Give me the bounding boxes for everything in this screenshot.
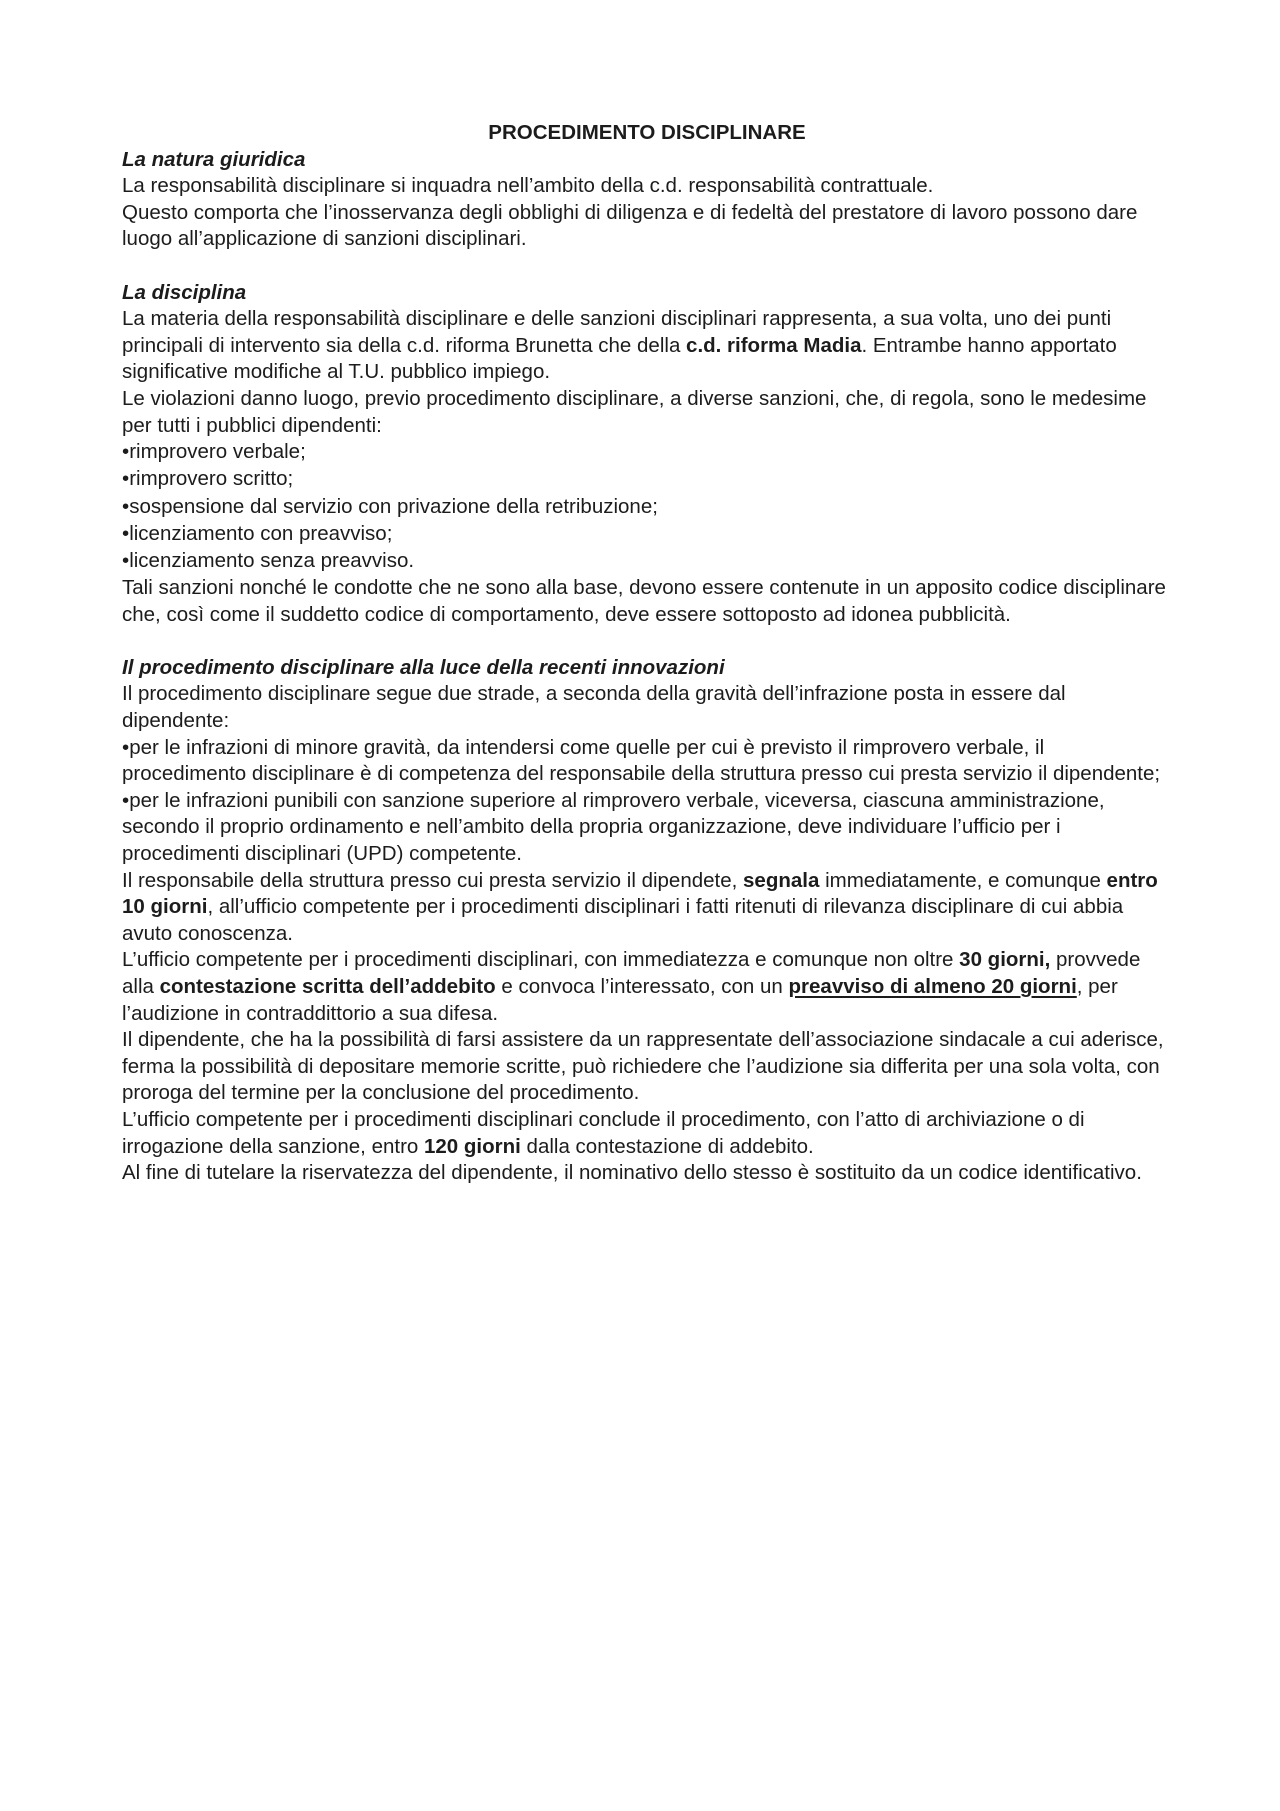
bullet-icon: • [122,548,130,572]
bullet-icon: • [122,788,130,812]
text-run: Il responsabile della struttura presso cui presta servizio il dipendete, [122,868,744,892]
section-heading-natura-giuridica: La natura giuridica [122,147,306,171]
paragraph-disciplina-2: Le violazioni danno luogo, previo procedimento disciplinare, a diverse sanzioni, che, di regola, sono le medesime per tutti i pubblici dipendenti: [122,386,1147,437]
text-run: provvede alla [122,948,1141,998]
paragraph-dipendente: Il dipendente, che ha la possibilità di farsi assistere da un rappresentate dell’associazione sindacale a cui aderisce, ferma la possibilità di depositare memorie scritte, può richiedere che l’audizione sia differita per una sola volta, con proroga del termine per la conclusione del procedimento. [122,1028,1164,1105]
bullet-icon: • [122,467,130,491]
list-item [122,788,1172,868]
bullet-icon: • [122,440,130,464]
bullet-icon: • [122,735,130,759]
text-run: La materia della responsabilità disciplinare e delle sanzioni disciplinari rappresenta, a sua volta, uno dei punti principali di intervento sia della c.d. riforma Brunetta che della [122,307,1112,357]
text-run: L’ufficio competente per i procedimenti disciplinari conclude il procedimento, con l’atto di archiviazione o di irrogazione della sanzione, entro [122,1107,1085,1158]
paths-list [122,735,1172,868]
text-run: , all’ufficio competente per i procedimenti disciplinari i fatti ritenuti di rilevanza disciplinare di cui abbia avuto conoscenza. [122,895,1124,945]
list-item [122,521,1172,548]
underlined-preavviso: preavviso di almeno 20 giorni [788,974,1077,998]
list-item-text: rimprovero scritto; [129,467,294,491]
section-heading-procedimento: Il procedimento disciplinare alla luce della recenti innovazioni [122,655,725,679]
list-item-text: rimprovero verbale; [129,440,306,464]
text-run: L’ufficio competente per i procedimenti disciplinari, con immediatezza e comunque non oltre [122,948,960,972]
paragraph-disciplina-1 [122,306,1172,386]
text-run: immediatamente, e comunque [819,868,1107,892]
bullet-icon: • [122,521,130,545]
bold-120-giorni: 120 giorni [424,1134,521,1158]
list-item-text: per le infrazioni punibili con sanzione superiore al rimprovero verbale, viceversa, ciascuna amministrazione, secondo il proprio ordinamento e nell’ambito della propria organizzazione, deve individuare l’ufficio per i procedimenti disciplinari (UPD) competente. [122,788,1105,865]
list-item-text: licenziamento con preavviso; [129,521,393,545]
paragraph-riservatezza: Al fine di tutelare la riservatezza del dipendente, il nominativo dello stesso è sostituito da un codice identificativo. [122,1161,1142,1185]
bold-segnala: segnala [743,868,820,892]
paragraph-conclusione [122,1107,1172,1160]
document-page [122,120,1172,1187]
bold-30-giorni: 30 giorni, [959,948,1051,972]
list-item [122,439,1172,466]
list-item-text: per le infrazioni di minore gravità, da intendersi come quelle per cui è previsto il rimprovero verbale, il procedimento disciplinare è di competenza del responsabile della struttura presso cui presta servizio il dipendente; [122,735,1161,786]
list-item-text: licenziamento senza preavviso. [129,548,415,572]
text-run: e convoca l’interessato, con un [495,974,789,998]
spacer [122,628,1172,655]
list-item [122,548,1172,575]
section-heading-disciplina: La disciplina [122,280,247,304]
paragraph-procedimento-intro: Il procedimento disciplinare segue due strade, a seconda della gravità dell’infrazione posta in essere dal dipendente: [122,682,1066,733]
list-item [122,735,1172,788]
paragraph-natura-2: Questo comporta che l’inosservanza degli obblighi di diligenza e di fedeltà del prestatore di lavoro possono dare luogo all’applicazione di sanzioni disciplinari. [122,200,1138,251]
list-item-text: sospensione dal servizio con privazione della retribuzione; [129,494,658,518]
spacer [122,253,1172,280]
text-run: , per l’audizione in contraddittorio a sua difesa. [122,974,1118,1025]
paragraph-natura-1: La responsabilità disciplinare si inquadra nell’ambito della c.d. responsabilità contrattuale. [122,174,934,198]
paragraph-responsabile [122,868,1172,948]
text-run: . Entrambe hanno apportato significative modifiche al T.U. pubblico impiego. [122,333,1117,384]
bold-entro-10-giorni: entro 10 giorni [122,868,1158,919]
document-title: PROCEDIMENTO DISCIPLINARE [488,121,806,144]
bullet-icon: • [122,494,130,518]
sanctions-list [122,439,1172,574]
paragraph-ufficio [122,947,1172,1027]
bold-contestazione: contestazione scritta dell’addebito [159,974,496,998]
bold-riforma-madia: c.d. riforma Madia [686,333,862,357]
list-item [122,466,1172,493]
text-run: dalla contestazione di addebito. [520,1134,814,1158]
list-item [122,494,1172,521]
paragraph-disciplina-3: Tali sanzioni nonché le condotte che ne sono alla base, devono essere contenute in un apposito codice disciplinare che, così come il suddetto codice di comportamento, deve essere sottoposto ad idonea pubblicità. [122,576,1166,626]
